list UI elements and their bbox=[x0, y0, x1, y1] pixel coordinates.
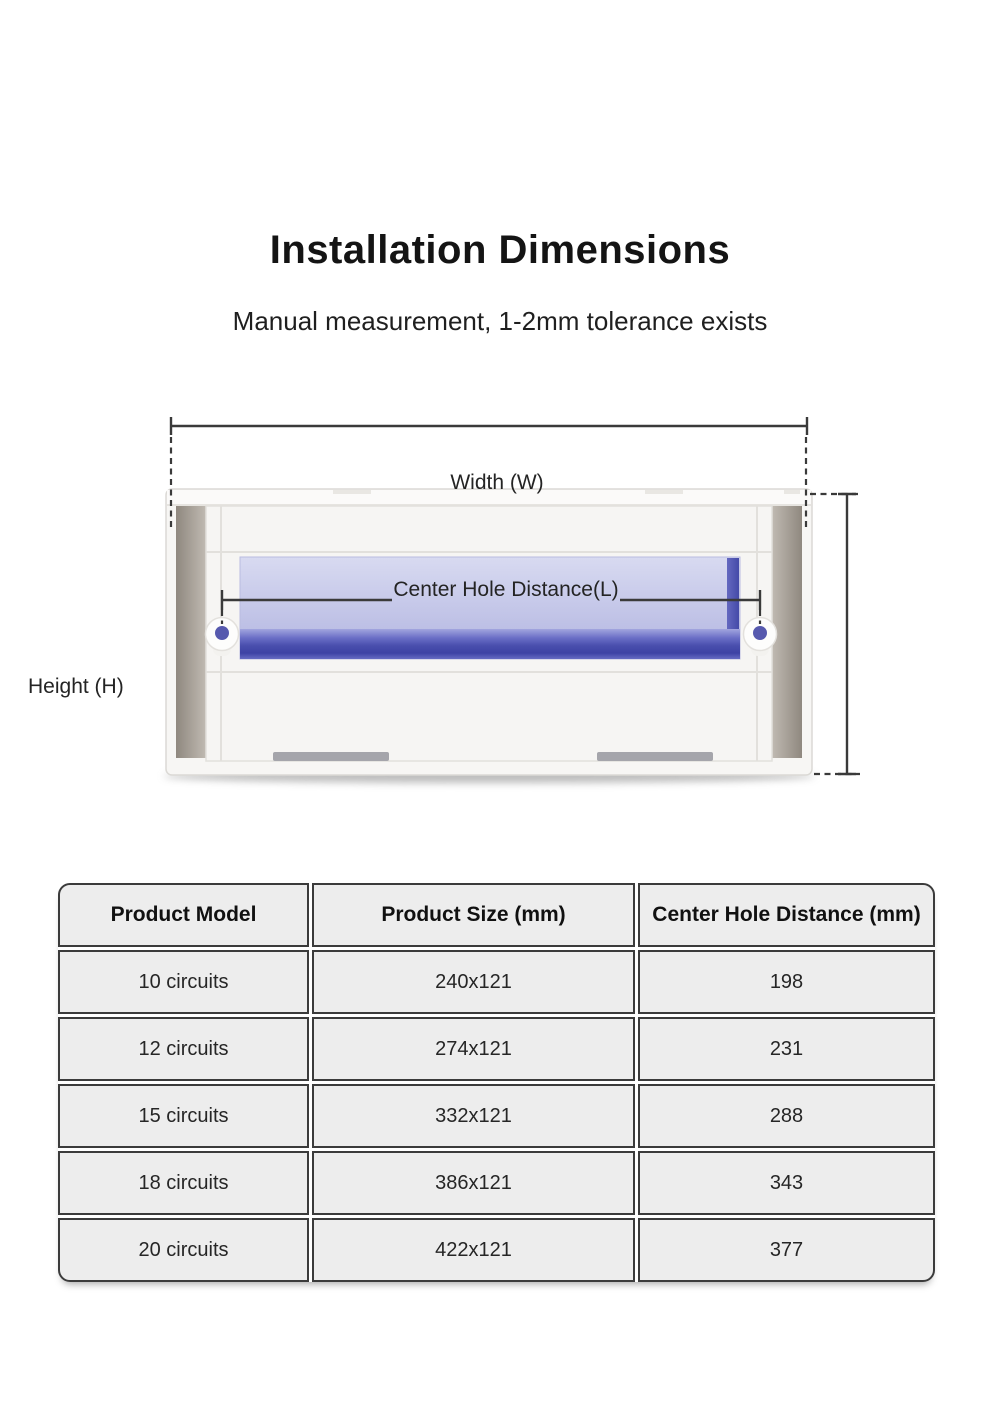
page-title: Installation Dimensions bbox=[269, 228, 731, 272]
flange-notch bbox=[333, 490, 371, 494]
installation-diagram bbox=[0, 395, 1000, 805]
cell-distance: 231 bbox=[638, 1017, 935, 1081]
cell-distance: 377 bbox=[638, 1218, 935, 1282]
bottom-clip-slot bbox=[597, 752, 713, 761]
table-header-product-size: Product Size (mm) bbox=[312, 883, 635, 947]
table-header-product-model: Product Model bbox=[58, 883, 309, 947]
cell-distance: 198 bbox=[638, 950, 935, 1014]
page-subtitle: Manual measurement, 1-2mm tolerance exists bbox=[232, 306, 768, 336]
cell-size: 386x121 bbox=[312, 1151, 635, 1215]
flange-notch bbox=[784, 490, 800, 494]
width-label: Width (W) bbox=[450, 471, 544, 494]
cell-model: 20 circuits bbox=[58, 1218, 309, 1282]
cell-size: 240x121 bbox=[312, 950, 635, 1014]
cell-model: 10 circuits bbox=[58, 950, 309, 1014]
distribution-box-illustration bbox=[163, 489, 815, 783]
cell-distance: 288 bbox=[638, 1084, 935, 1148]
cell-size: 274x121 bbox=[312, 1017, 635, 1081]
center-hole-label: Center Hole Distance(L) bbox=[393, 578, 619, 601]
mounting-hole-right-dot bbox=[753, 626, 767, 640]
bottom-clip-slot bbox=[273, 752, 389, 761]
cell-model: 18 circuits bbox=[58, 1151, 309, 1215]
cell-size: 332x121 bbox=[312, 1084, 635, 1148]
height-label: Height (H) bbox=[28, 675, 124, 698]
box-side-wall-left bbox=[176, 506, 206, 758]
cell-model: 15 circuits bbox=[58, 1084, 309, 1148]
table-header-center-hole-distance: Center Hole Distance (mm) bbox=[638, 883, 935, 947]
spec-table bbox=[58, 883, 935, 1282]
cell-size: 422x121 bbox=[312, 1218, 635, 1282]
mounting-hole-left-dot bbox=[215, 626, 229, 640]
flange-notch bbox=[645, 490, 683, 494]
window-right-shade bbox=[727, 558, 739, 631]
window-breaker-rail bbox=[240, 629, 740, 659]
cell-distance: 343 bbox=[638, 1151, 935, 1215]
cell-model: 12 circuits bbox=[58, 1017, 309, 1081]
